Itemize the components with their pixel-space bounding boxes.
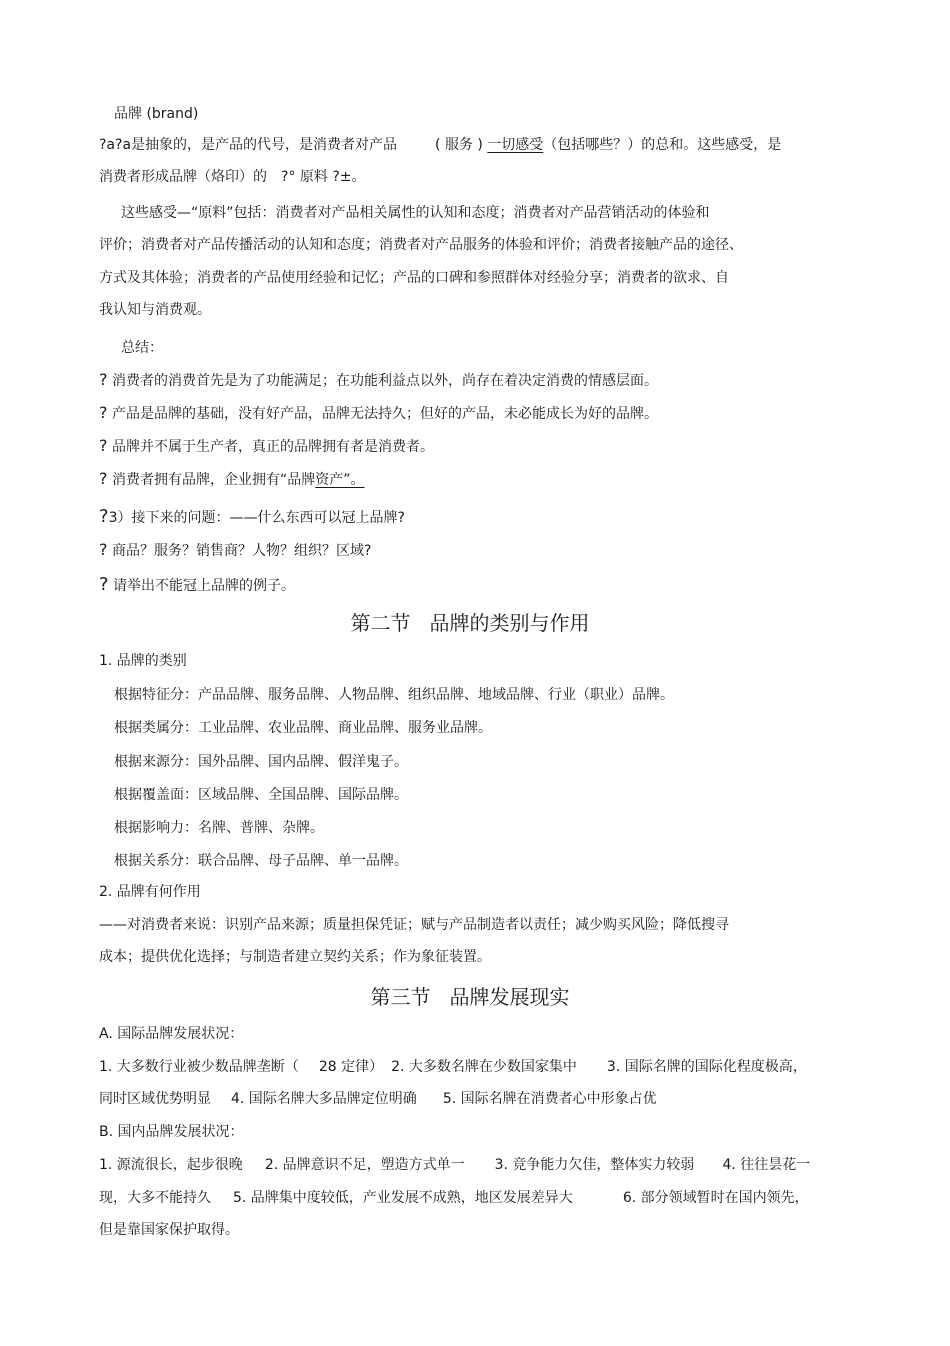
- feel-line-2: 评价；消费者对产品传播活动的认知和态度；消费者对产品服务的体验和评价；消费者接触产品的途径、: [99, 237, 743, 253]
- next-question-ask: ? 请举出不能冠上品牌的例子。: [99, 574, 296, 595]
- feel-line-1: 这些感受—“原料”包括：消费者对产品相关属性的认知和态度；消费者对产品营销活动的体验和: [121, 205, 710, 221]
- summary-item-3: ? 品牌并不属于生产者，真正的品牌拥有者是消费者。: [99, 436, 434, 455]
- category-item-3: 根据来源分：国外品牌、国内品牌、假洋鬼子。: [114, 754, 408, 770]
- next-question-items: ? 商品？服务？销售商？人物？组织？区域?: [99, 540, 372, 559]
- brand-title: 品牌 (brand): [114, 106, 199, 122]
- category-heading: 1. 品牌的类别: [99, 653, 187, 669]
- feel-line-3: 方式及其体验；消费者的产品使用经验和记忆；产品的口碑和参照群体对经验分享；消费者的欲求、自: [99, 270, 729, 286]
- category-item-1: 根据特征分：产品品牌、服务品牌、人物品牌、组织品牌、地域品牌、行业（职业）品牌。: [114, 687, 674, 703]
- question-mark-icon: ?: [99, 403, 108, 422]
- question-mark-icon: ?: [99, 469, 108, 488]
- brand-definition-line-2: 消费者形成品牌（烙印）的 ?° 原料 ?±。: [99, 169, 366, 185]
- category-item-2: 根据类属分：工业品牌、农业品牌、商业品牌、服务业品牌。: [114, 720, 492, 736]
- category-item-5: 根据影响力：名牌、普牌、杂牌。: [114, 820, 324, 836]
- summary-item-4: ? 消费者拥有品牌，企业拥有“品牌资产”。: [99, 469, 365, 488]
- role-line-2: 成本；提供优化选择；与制造者建立契约关系；作为象征装置。: [99, 949, 491, 965]
- question-mark-icon: ?: [99, 540, 108, 559]
- question-mark-icon: ?: [99, 506, 109, 527]
- intl-heading: A. 国际品牌发展状况：: [99, 1026, 244, 1042]
- summary-item-2: ? 产品是品牌的基础，没有好产品，品牌无法持久；但好的产品，未必能成长为好的品牌。: [99, 403, 658, 422]
- brand-definition-line-1: ?a?a是抽象的，是产品的代号，是消费者对产品 ( 服务 ) 一切感受（包括哪些？）的总和。这些感受，是: [99, 137, 782, 153]
- summary-item-1: ? 消费者的消费首先是为了功能满足；在功能利益点以外，尚存在着决定消费的情感层面。: [99, 370, 658, 389]
- domestic-line-1: 1. 源流很长，起步很晚 2. 品牌意识不足，塑造方式单一 3. 竞争能力欠佳，整体实力较弱 4. 往往昙花一: [99, 1157, 811, 1173]
- next-question: ?3）接下来的问题：——什么东西可以冠上品牌?: [99, 506, 405, 527]
- question-mark-icon: ?: [99, 436, 108, 455]
- domestic-line-3: 但是靠国家保护取得。: [99, 1222, 239, 1238]
- role-heading: 2. 品牌有何作用: [99, 884, 201, 900]
- intl-line-1: 1. 大多数行业被少数品牌垄断（ 28 定律） 2. 大多数名牌在少数国家集中 3. 国际名牌的国际化程度极高，: [99, 1059, 807, 1075]
- domestic-heading: B. 国内品牌发展状况：: [99, 1124, 244, 1140]
- question-mark-icon: ?: [99, 574, 109, 595]
- section-3-title: 第三节 品牌发展现实: [370, 985, 570, 1009]
- feel-line-4: 我认知与消费观。: [99, 302, 211, 318]
- summary-label: 总结：: [121, 340, 163, 356]
- intl-line-2: 同时区域优势明显 4. 国际名牌大多品牌定位明确 5. 国际名牌在消费者心中形象占优: [99, 1091, 657, 1107]
- domestic-line-2: 现，大多不能持久 5. 品牌集中度较低，产业发展不成熟，地区发展差异大 6. 部分领域暂时在国内领先，: [99, 1190, 809, 1206]
- role-line-1: ——对消费者来说：识别产品来源；质量担保凭证；赋与产品制造者以责任；减少购买风险；降低搜寻: [99, 917, 729, 933]
- category-item-6: 根据关系分：联合品牌、母子品牌、单一品牌。: [114, 853, 408, 869]
- section-2-title: 第二节 品牌的类别与作用: [350, 611, 590, 635]
- question-mark-icon: ?: [99, 370, 108, 389]
- category-item-4: 根据覆盖面：区域品牌、全国品牌、国际品牌。: [114, 787, 408, 803]
